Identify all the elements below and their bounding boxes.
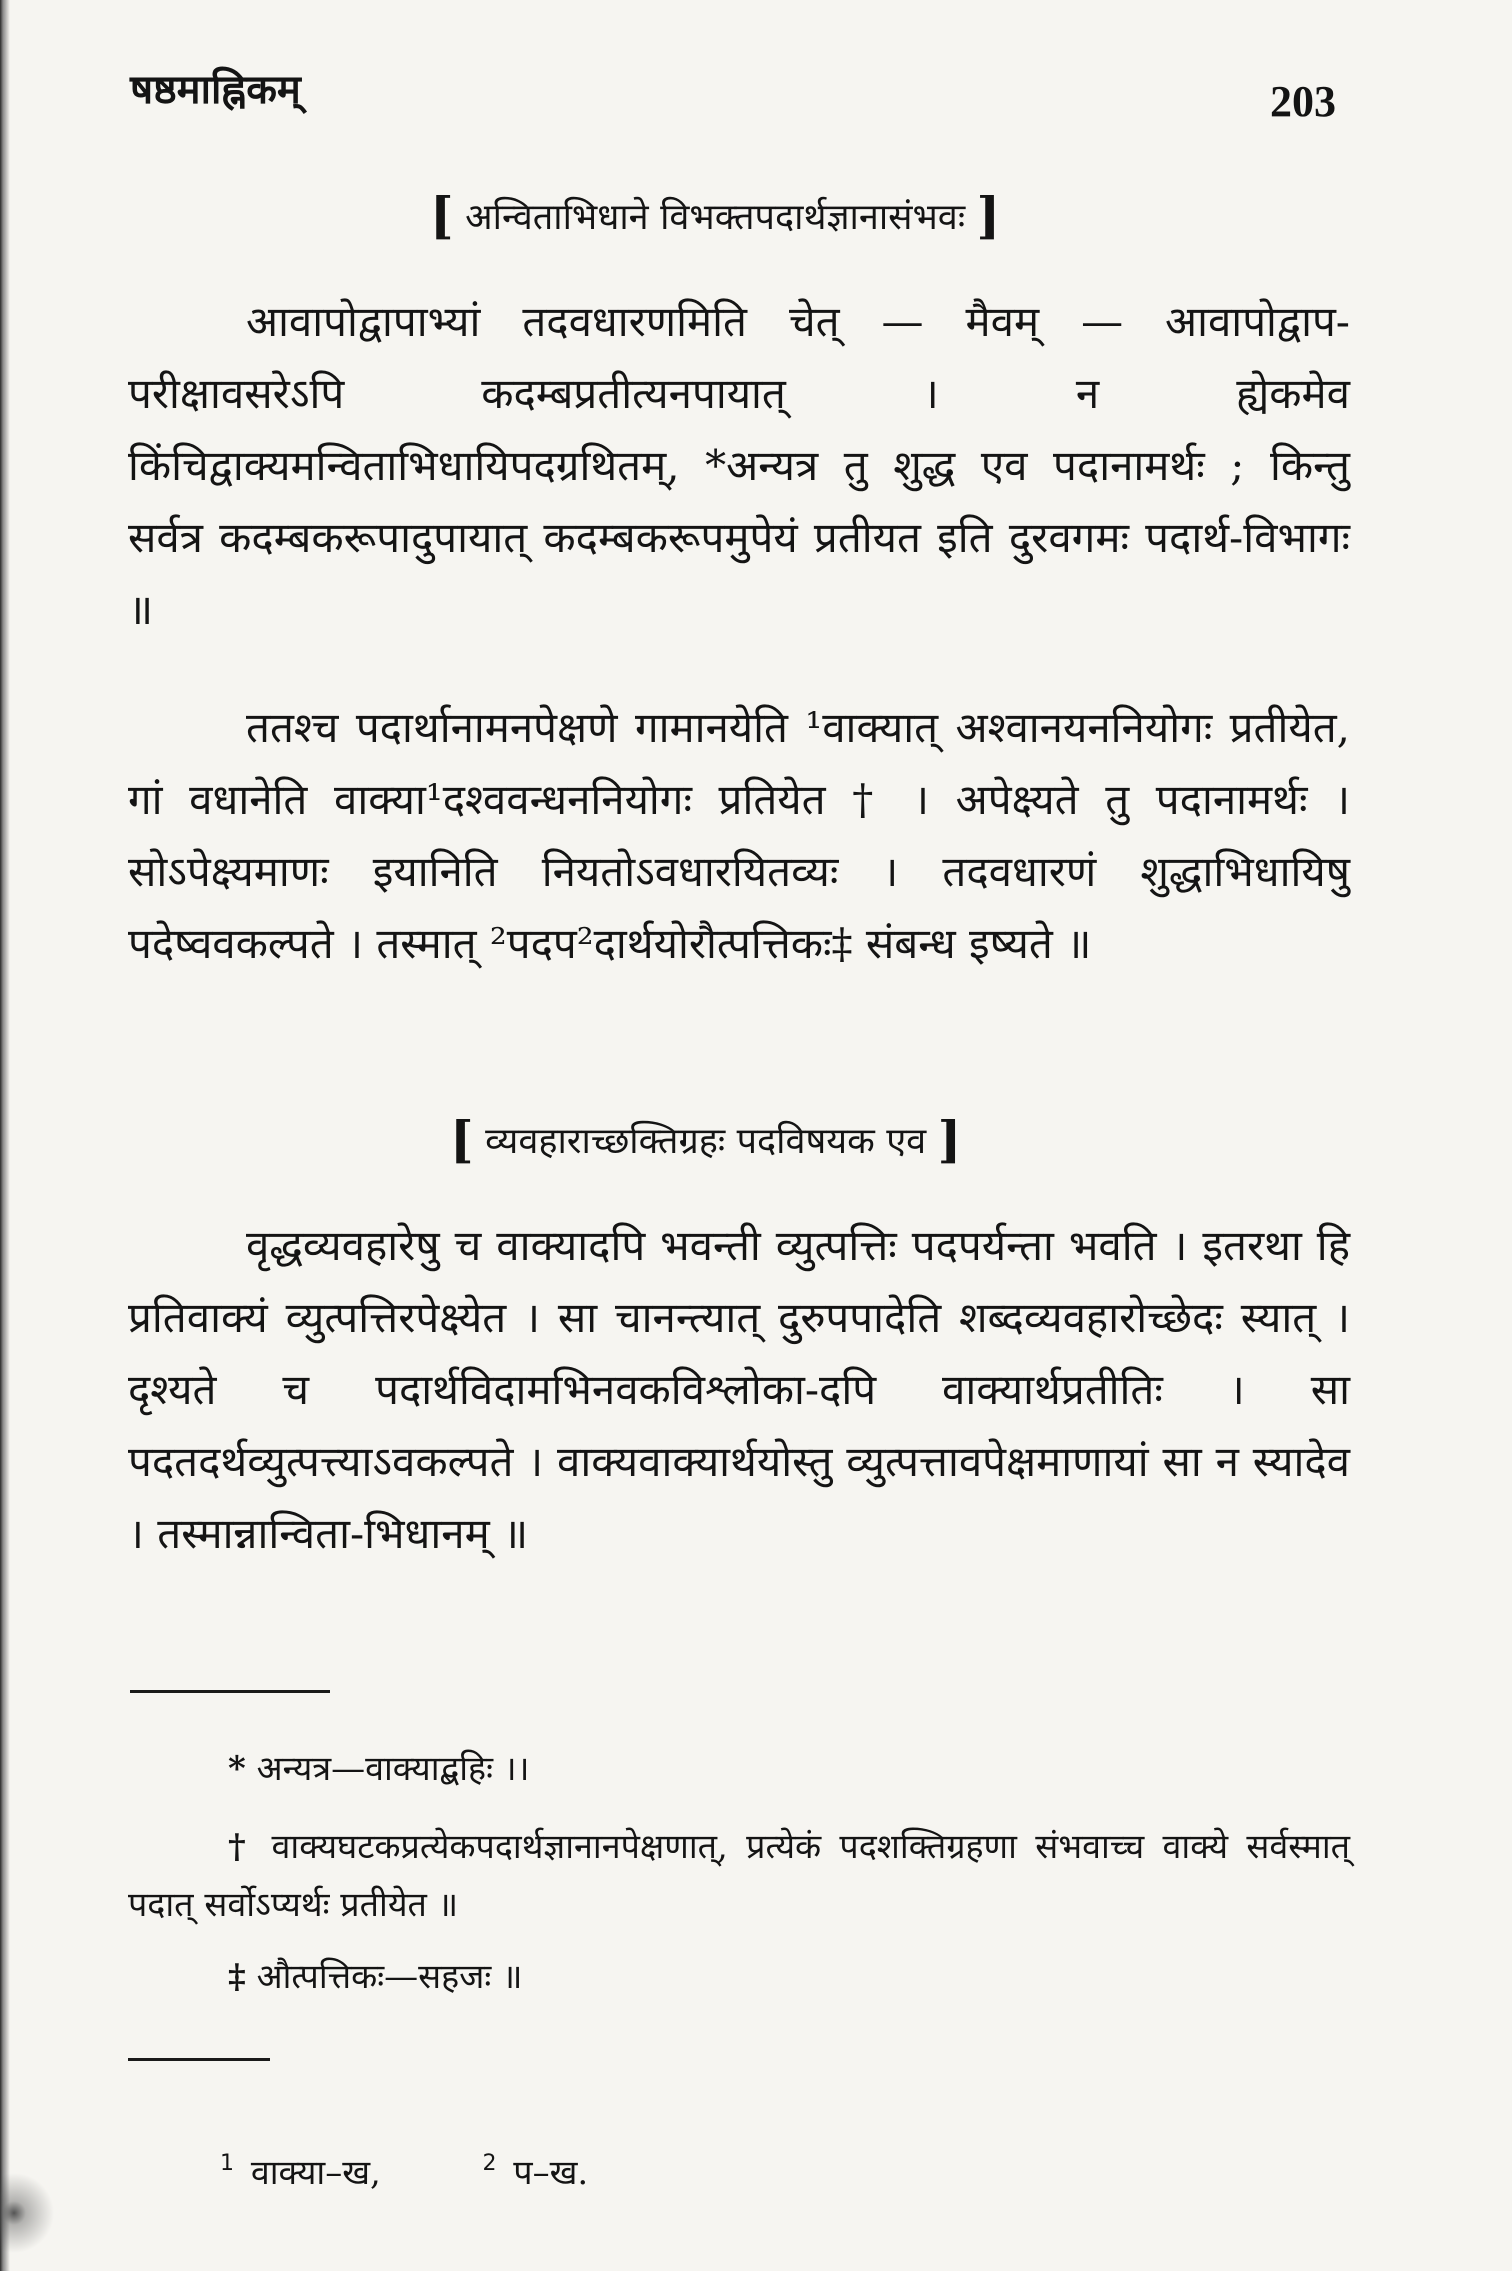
running-head: षष्ठमाह्निकम्: [130, 66, 301, 113]
scan-noise: [0, 2080, 70, 2270]
footnote-3: [128, 1948, 1350, 2006]
section-heading-2: [450, 1110, 961, 1169]
bracket-close: ]: [937, 1110, 962, 1169]
bracket-close: ]: [976, 186, 1001, 245]
section-heading-2-text: व्यवहाराच्छक्तिग्रहः पदविषयक एव: [485, 1121, 927, 1162]
footnote-2-marker: †: [228, 1827, 254, 1867]
variant-2-text: प–ख.: [513, 2153, 589, 2193]
paragraph-3: वृद्धव्यवहारेषु च वाक्यादपि भवन्ती व्युत्पत्तिः पदपर्यन्ता भवति । इतरथा हि प्रतिवाक्यं व्युत्पत्तिरपेक्ष्येत । सा चानन्त्यात् दुरुपपादेति शब्दव्यवहारोच्छेदः स्यात् । दृश्यते च पदार्थविदामभिनवकविश्लोका-दपि वाक्यार्थप्रतीतिः । सा पदतदर्थव्युत्पत्त्याऽवकल्पते । वाक्यवाक्यार्थयोस्तु व्युत्पत्तावपेक्षमाणायां सा न स्यादेव । तस्मान्नान्विता-भिधानम् ॥: [128, 1221, 1350, 1558]
footnote-3-text: औत्पत्तिकः—सहजः ॥: [256, 1957, 523, 1997]
footnote-3-marker: ‡: [228, 1957, 246, 1997]
variants-separator: [128, 2058, 270, 2061]
bracket-open: [: [430, 186, 454, 245]
footnote-1-text: अन्यत्र—वाक्याद्बहिः ।।: [256, 1749, 530, 1789]
variant-1-number: 1: [220, 2151, 234, 2176]
paragraph-1: आवापोद्वापाभ्यां तदवधारणमिति चेत् — मैवम् — आवापोद्वाप-परीक्षावसरेऽपि कदम्बप्रतीत्यनपायात् । न ह्येकमेव किंचिद्वाक्यमन्विताभिधायिपदग्रथितम्, *अन्यत्र तु शुद्ध एव पदानामर्थः ; किन्तु सर्वत्र कदम्बकरूपादुपायात् कदम्बकरूपमुपेयं प्रतीयत इति दुरवगमः पदार्थ-विभागः ॥: [128, 297, 1350, 634]
page-binding-edge: [0, 0, 10, 2271]
section-heading-1: [430, 186, 1000, 245]
footnote-1: [128, 1740, 1350, 1798]
paragraph-2: ततश्च पदार्थानामनपेक्षणे गामानयेति ¹वाक्यात् अश्वानयननियोगः प्रतीयेत, गां वधानेति वाक्या¹दश्ववन्धननियोगः प्रतियेत † । अपेक्ष्यते तु पदानामर्थः । सोऽपेक्ष्यमाणः इयानिति नियतोऽवधारयितव्यः । तदवधारणं शुद्धाभिधायिषु पदेष्ववकल्पते । तस्मात् ²पदप²दार्थयोरौत्पत्तिकः‡ संबन्ध इष्यते ॥: [128, 703, 1350, 968]
section-heading-1-text: अन्विताभिधाने विभक्तपदार्थज्ञानासंभवः: [465, 197, 966, 238]
variant-1-text: वाक्या–ख,: [250, 2153, 381, 2193]
page-number: 203: [1270, 77, 1336, 126]
footnote-1-marker: *: [228, 1749, 246, 1789]
variant-2-number: 2: [482, 2151, 497, 2176]
bracket-open: [: [450, 1110, 474, 1169]
textual-variants: [220, 2148, 588, 2194]
footnote-2-text: वाक्यघटकप्रत्येकपदार्थज्ञानानपेक्षणात्, प्रत्येकं पदशक्तिग्रहणा संभवाच्च वाक्ये सर्वस्मात् पदात् सर्वोऽप्यर्थः प्रतीयेत ॥: [128, 1827, 1351, 1925]
footnote-2: [128, 1818, 1350, 1934]
footnote-separator: [130, 1690, 330, 1693]
